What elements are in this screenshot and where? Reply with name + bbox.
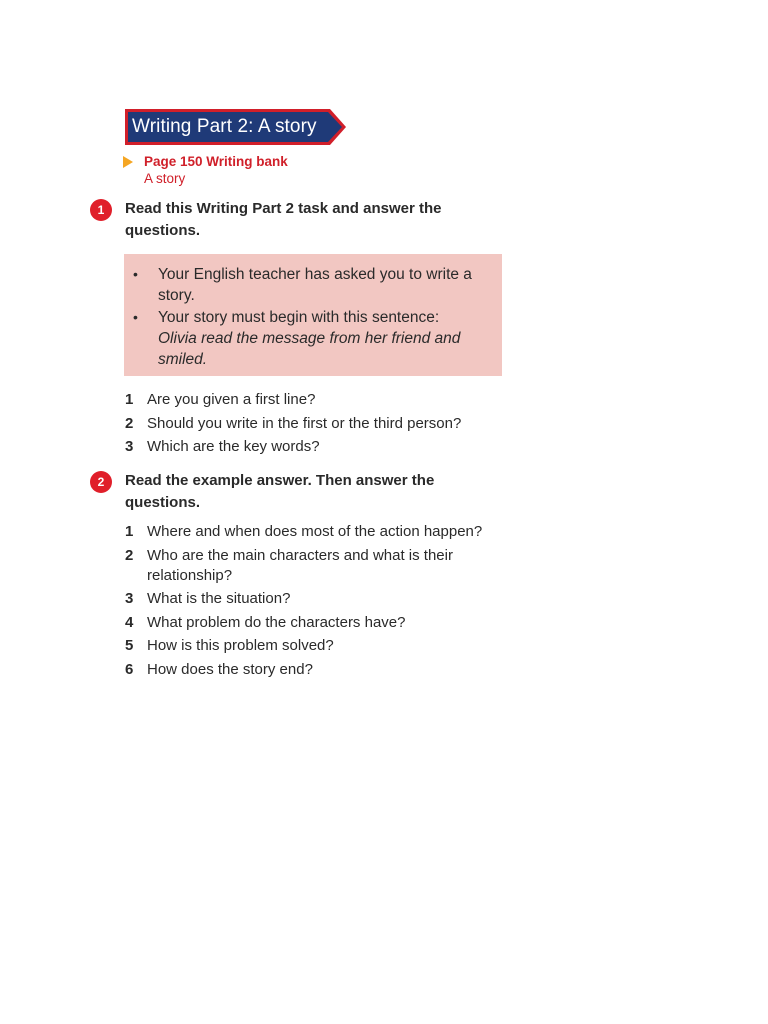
question-item — [125, 414, 505, 434]
bullet-icon: • — [133, 309, 138, 325]
question-number: 5 — [125, 637, 134, 654]
task-first-sentence: Olivia read the message from her friend and smiled. — [158, 330, 461, 368]
question-text: What problem do the characters have? — [147, 613, 406, 631]
bullet-icon: • — [133, 266, 138, 282]
section-banner — [124, 108, 348, 146]
question-number: 2 — [125, 414, 134, 432]
question-text: How is this problem solved? — [147, 637, 334, 654]
task-bullet-2 — [124, 307, 502, 370]
task-box — [124, 254, 502, 376]
exercise-1-instruction: Read this Writing Part 2 task and answer the questions. — [125, 200, 442, 239]
arrow-right-icon — [123, 156, 133, 168]
question-number: 3 — [125, 438, 134, 455]
question-number: 1 — [125, 391, 134, 408]
task-bullet-2-text: Your story must begin with this sentence: — [158, 309, 440, 326]
question-text: Where and when does most of the action happen? — [147, 523, 483, 540]
question-number: 3 — [125, 590, 134, 607]
question-item — [125, 636, 505, 656]
exercise-2-instruction: Read the example answer. Then answer the questions. — [125, 472, 435, 511]
question-item — [125, 437, 505, 457]
question-text: Who are the main characters and what is their relationship? — [147, 546, 453, 584]
exercise-1-questions — [125, 390, 505, 461]
exercise-1-badge: 1 — [90, 199, 112, 221]
question-text: Are you given a first line? — [147, 391, 316, 408]
question-number: 1 — [125, 523, 134, 540]
question-text: Should you write in the first or the third person? — [147, 414, 462, 432]
question-text: What is the situation? — [147, 590, 291, 607]
question-item — [125, 589, 505, 609]
question-number: 2 — [125, 546, 134, 564]
question-number: 6 — [125, 660, 134, 678]
task-bullet-1-text: Your English teacher has asked you to write a story. — [158, 266, 472, 304]
question-item — [125, 613, 505, 633]
question-item — [125, 390, 505, 410]
question-item — [125, 660, 505, 680]
question-text: Which are the key words? — [147, 438, 320, 455]
task-bullet-1 — [124, 264, 502, 306]
reference-subtitle: A story — [144, 171, 186, 186]
question-text: How does the story end? — [147, 660, 313, 678]
question-item — [125, 522, 505, 542]
question-number: 4 — [125, 613, 134, 631]
exercise-2-badge: 2 — [90, 471, 112, 493]
exercise-2-questions — [125, 522, 505, 683]
reference-title: Page 150 Writing bank — [144, 154, 288, 169]
question-item — [125, 546, 505, 586]
section-title: Writing Part 2: A story — [132, 116, 317, 137]
